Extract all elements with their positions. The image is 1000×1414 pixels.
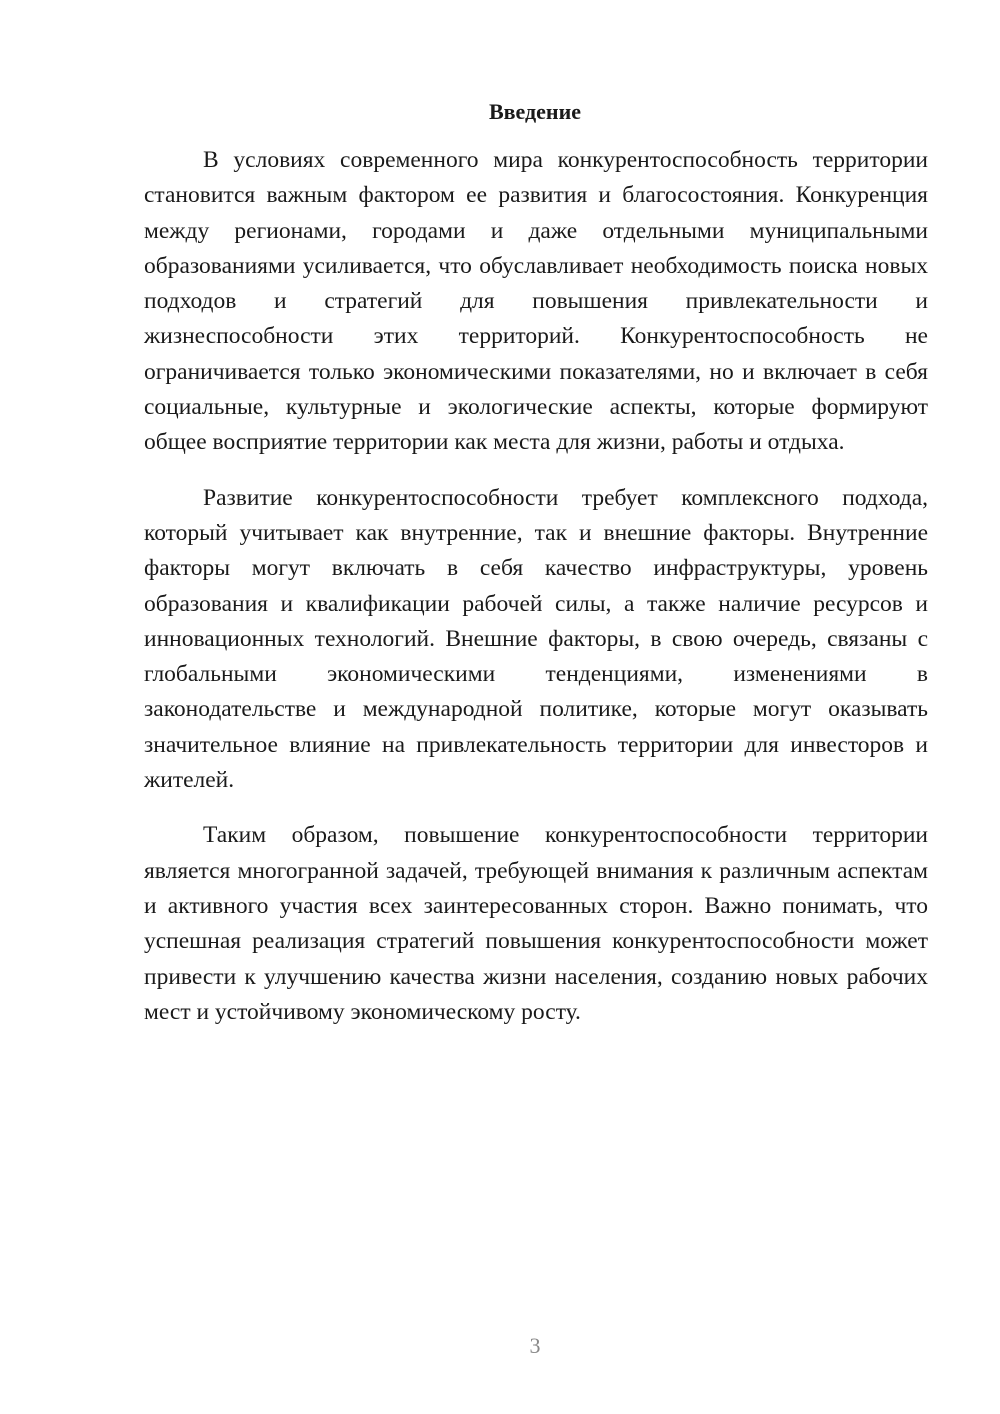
- body-text: [144, 143, 928, 1050]
- page-number: 3: [529, 1333, 541, 1358]
- section-heading: Введение: [488, 99, 582, 124]
- paragraph: Развитие конкурентоспособности требует комплексного подхода, который учитывает как внутренние, так и внешние факторы. Внутренние факторы могут включать в себя качество инфраструктуры, уровень образования и квалификации рабочей силы, а также наличие ресурсов и инновационных технологий. Внешние факторы, в свою очередь, связаны с глобальными экономическими тенденциями, изменениями в законодательстве и международной политике, которые могут оказывать значительное влияние на привлекательность территории для инвесторов и жителей.: [144, 484, 928, 794]
- paragraph: Таким образом, повышение конкурентоспособности территории является многогранной задачей, требующей внимания к различным аспектам и активного участия всех заинтересованных сторон. Важно понимать, что успешная реализация стратегий повышения конкурентоспособности может привести к улучшению качества жизни населения, созданию новых рабочих мест и устойчивому экономическому росту.: [144, 822, 928, 1025]
- paragraph: В условиях современного мира конкурентоспособность территории становится важным фактором ее развития и благосостояния. Конкуренция между регионами, городами и даже отдельными муниципальными образованиями усиливается, что обуславливает необходимость поиска новых подходов и стратегий для повышения привлекательности и жизнеспособности этих территорий. Конкурентоспособность не ограничивается только экономическими показателями, но и включает в себя социальные, культурные и экологические аспекты, которые формируют общее восприятие территории как места для жизни, работы и отдыха.: [144, 147, 928, 456]
